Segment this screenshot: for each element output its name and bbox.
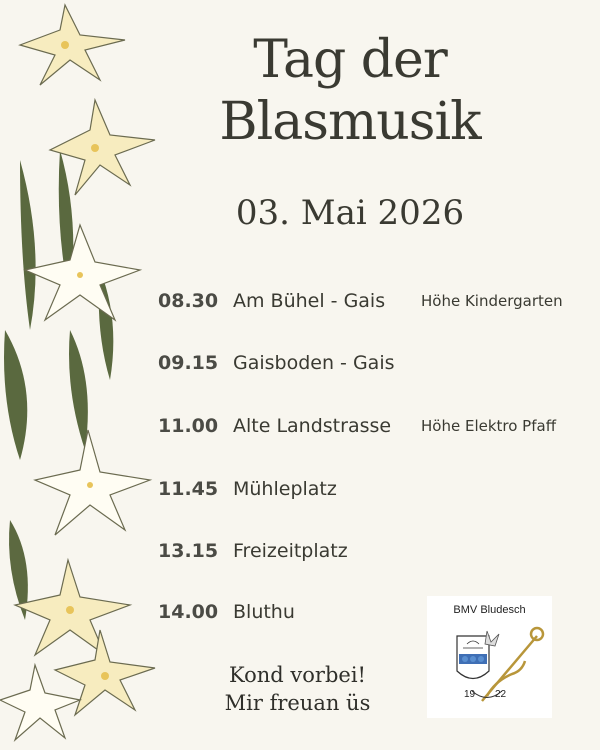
schedule-time: 13.15 (158, 540, 219, 562)
page-title-line1: Tag der (253, 30, 447, 90)
schedule-place: Bluthu (233, 601, 295, 623)
lily-floral-decoration (0, 0, 170, 750)
schedule-note: Höhe Elektro Pfaff (421, 417, 557, 435)
schedule-time: 08.30 (158, 290, 219, 312)
page-title-line2: Blasmusik (219, 92, 481, 152)
logo-year-right: 22 (495, 689, 507, 700)
schedule-place: Freizeitplatz (233, 540, 348, 562)
closing-line1: Kond vorbei! (229, 663, 366, 687)
schedule-place: Mühleplatz (233, 478, 337, 500)
schedule-time: 11.00 (158, 415, 219, 437)
schedule-note: Höhe Kindergarten (421, 292, 563, 310)
schedule-time: 11.45 (158, 478, 219, 500)
closing-line2: Mir freuan üs (224, 691, 371, 715)
schedule-place: Alte Landstrasse (233, 415, 392, 437)
club-logo (427, 596, 552, 718)
schedule-time: 09.15 (158, 352, 219, 374)
logo-year-left: 19 (464, 689, 476, 700)
schedule-place: Gaisboden - Gais (233, 352, 395, 374)
logo-club-name: BMV Bludesch (453, 604, 526, 616)
schedule-place: Am Bühel - Gais (233, 290, 386, 312)
schedule-time: 14.00 (158, 601, 219, 623)
event-date: 03. Mai 2026 (235, 193, 465, 233)
